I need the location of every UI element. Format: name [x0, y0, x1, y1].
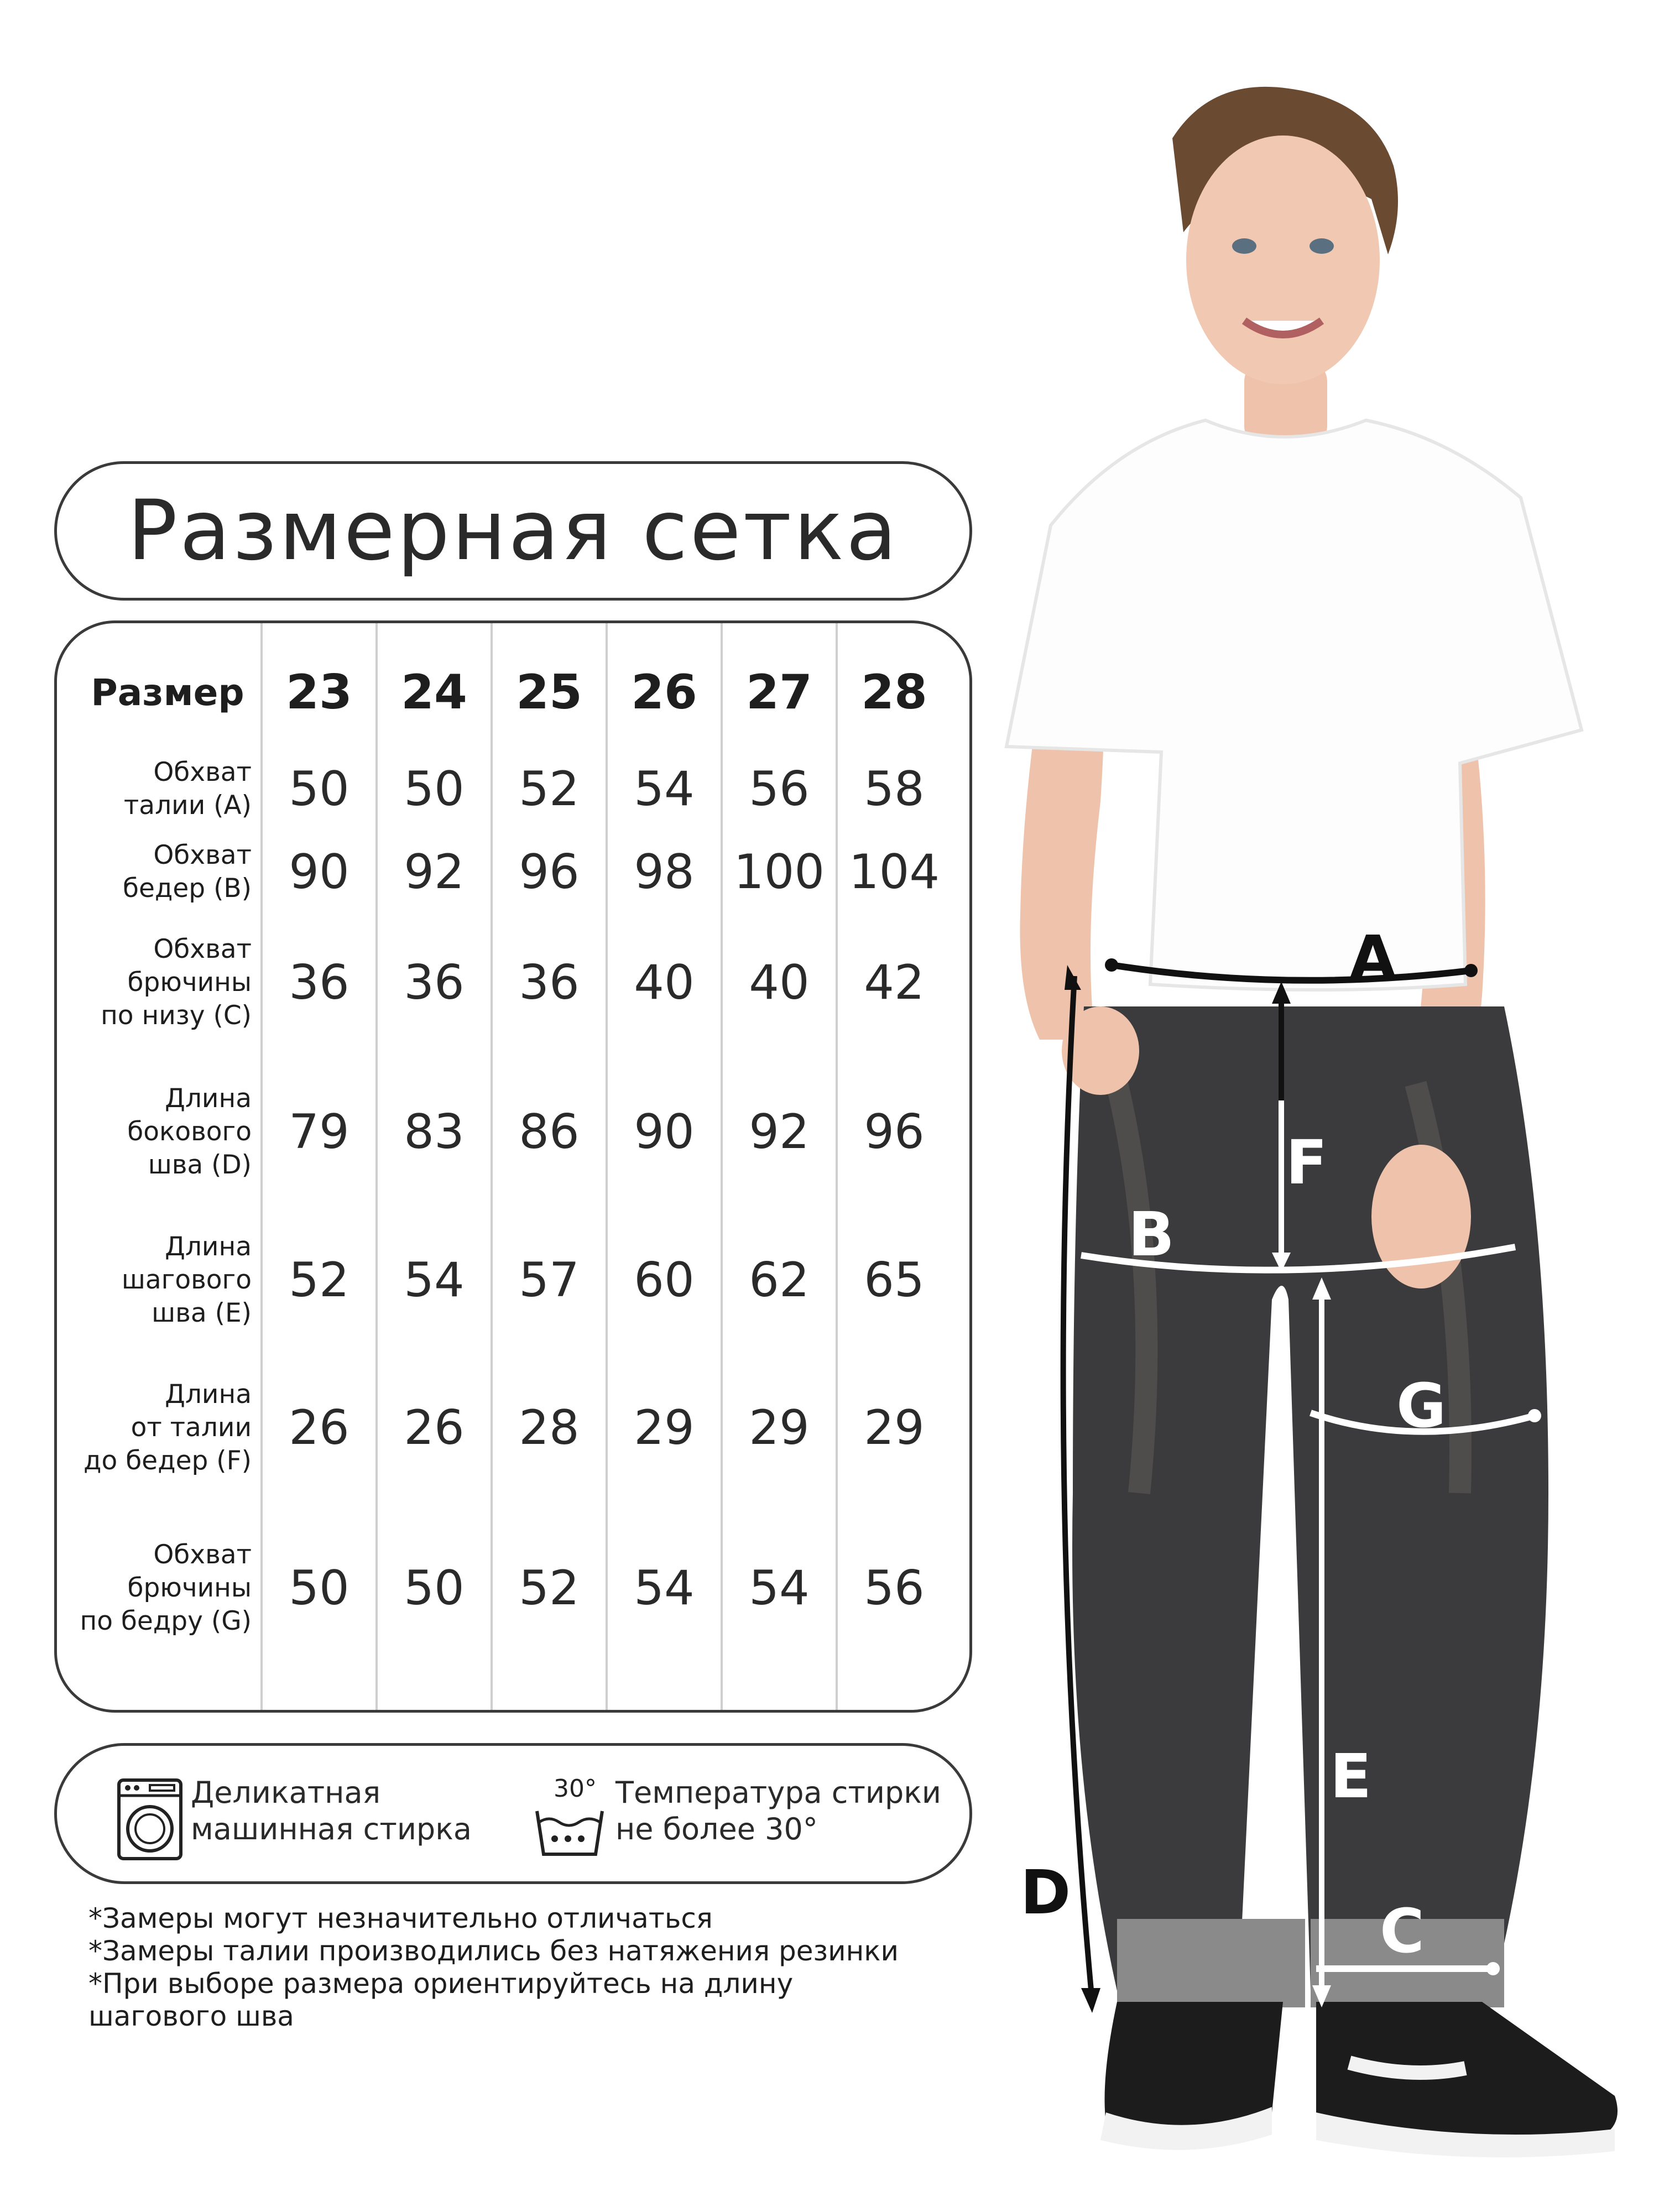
- table-cell: 60: [634, 1252, 695, 1308]
- row-label: Длина шагового шва (E): [121, 1231, 252, 1328]
- title-pill: [54, 461, 972, 601]
- table-cell: 54: [749, 1561, 810, 1616]
- table-cell: 50: [404, 1561, 465, 1616]
- table-cell: 86: [519, 1104, 580, 1160]
- table-cell: 92: [404, 844, 465, 900]
- table-cell: 54: [634, 761, 695, 817]
- letter-d: D: [1020, 1857, 1071, 1928]
- table-cell: 62: [749, 1252, 810, 1308]
- page-title: Размерная сетка: [127, 483, 899, 579]
- table-cell: 36: [519, 955, 580, 1010]
- table-cell: 29: [864, 1400, 925, 1455]
- header-size-27: 27: [746, 665, 812, 720]
- table-cell: 100: [733, 844, 825, 900]
- temp-icon-label: 30°: [554, 1775, 597, 1803]
- table-cell: 65: [864, 1252, 925, 1308]
- header-size-24: 24: [401, 665, 467, 720]
- note-2: *Замеры талии производились без натяжения резинки: [88, 1935, 899, 1967]
- note-1: *Замеры могут незначительно отличаться: [88, 1902, 713, 1934]
- table-cell: 56: [749, 761, 810, 817]
- table-cell: 54: [404, 1252, 465, 1308]
- row-label: Длина от талии до бедер (F): [84, 1379, 252, 1476]
- row-label: Обхват брючины по бедру (G): [80, 1540, 252, 1636]
- table-cell: 42: [864, 955, 925, 1010]
- care-instructions: [54, 1743, 972, 1884]
- table-cell: 50: [404, 761, 465, 817]
- table-cell: 26: [289, 1400, 349, 1455]
- table-cell: 104: [848, 844, 940, 900]
- table-cell: 40: [634, 955, 695, 1010]
- face: [1186, 135, 1380, 384]
- table-cell: 28: [519, 1400, 580, 1455]
- table-cell: 26: [404, 1400, 465, 1455]
- t-shirt: [1006, 420, 1582, 990]
- header-size-label: Размер: [91, 671, 244, 714]
- letter-c: C: [1380, 1896, 1425, 1966]
- wash-text: Деликатная машинная стирка: [191, 1775, 472, 1846]
- temperature-text: Температура стирки не более 30°: [615, 1775, 942, 1846]
- table-cell: 90: [289, 844, 349, 900]
- letter-e: E: [1330, 1741, 1372, 1812]
- table-cell: 98: [634, 844, 695, 900]
- letter-g: G: [1396, 1370, 1447, 1441]
- table-cell: 90: [634, 1104, 695, 1160]
- header-size-23: 23: [286, 665, 352, 720]
- note-3: *При выборе размера ориентируйтесь на длину шагового шва: [88, 1968, 794, 2032]
- size-table: [54, 620, 972, 1713]
- letter-b: B: [1128, 1199, 1175, 1270]
- table-cell: 56: [864, 1561, 925, 1616]
- table-cell: 96: [519, 844, 580, 900]
- model-photo: [968, 77, 1659, 2212]
- letter-f: F: [1286, 1127, 1328, 1198]
- wash-30-degrees-icon: [534, 1771, 606, 1860]
- washing-machine-icon: [117, 1778, 183, 1861]
- notes: [88, 1902, 973, 2033]
- table-cell: 36: [404, 955, 465, 1010]
- table-cell: 96: [864, 1104, 925, 1160]
- cuff-left: [1117, 1919, 1305, 2007]
- header-size-25: 25: [516, 665, 582, 720]
- table-cell: 52: [519, 761, 580, 817]
- table-cell: 79: [289, 1104, 349, 1160]
- table-cell: 29: [749, 1400, 810, 1455]
- row-label: Обхват бедер (B): [122, 840, 252, 904]
- row-label: Обхват талии (A): [123, 757, 252, 821]
- table-cell: 83: [404, 1104, 465, 1160]
- table-cell: 52: [519, 1561, 580, 1616]
- letter-a: A: [1349, 922, 1397, 993]
- table-cell: 54: [634, 1561, 695, 1616]
- table-cell: 40: [749, 955, 810, 1010]
- table-cell: 92: [749, 1104, 810, 1160]
- header-size-28: 28: [861, 665, 927, 720]
- table-cell: 58: [864, 761, 925, 817]
- table-cell: 36: [289, 955, 349, 1010]
- header-size-26: 26: [631, 665, 697, 720]
- row-label: Обхват брючины по низу (C): [101, 934, 252, 1031]
- table-cell: 52: [289, 1252, 349, 1308]
- table-cell: 29: [634, 1400, 695, 1455]
- row-label: Длина бокового шва (D): [127, 1083, 252, 1180]
- table-cell: 57: [519, 1252, 580, 1308]
- table-cell: 50: [289, 761, 349, 817]
- table-cell: 50: [289, 1561, 349, 1616]
